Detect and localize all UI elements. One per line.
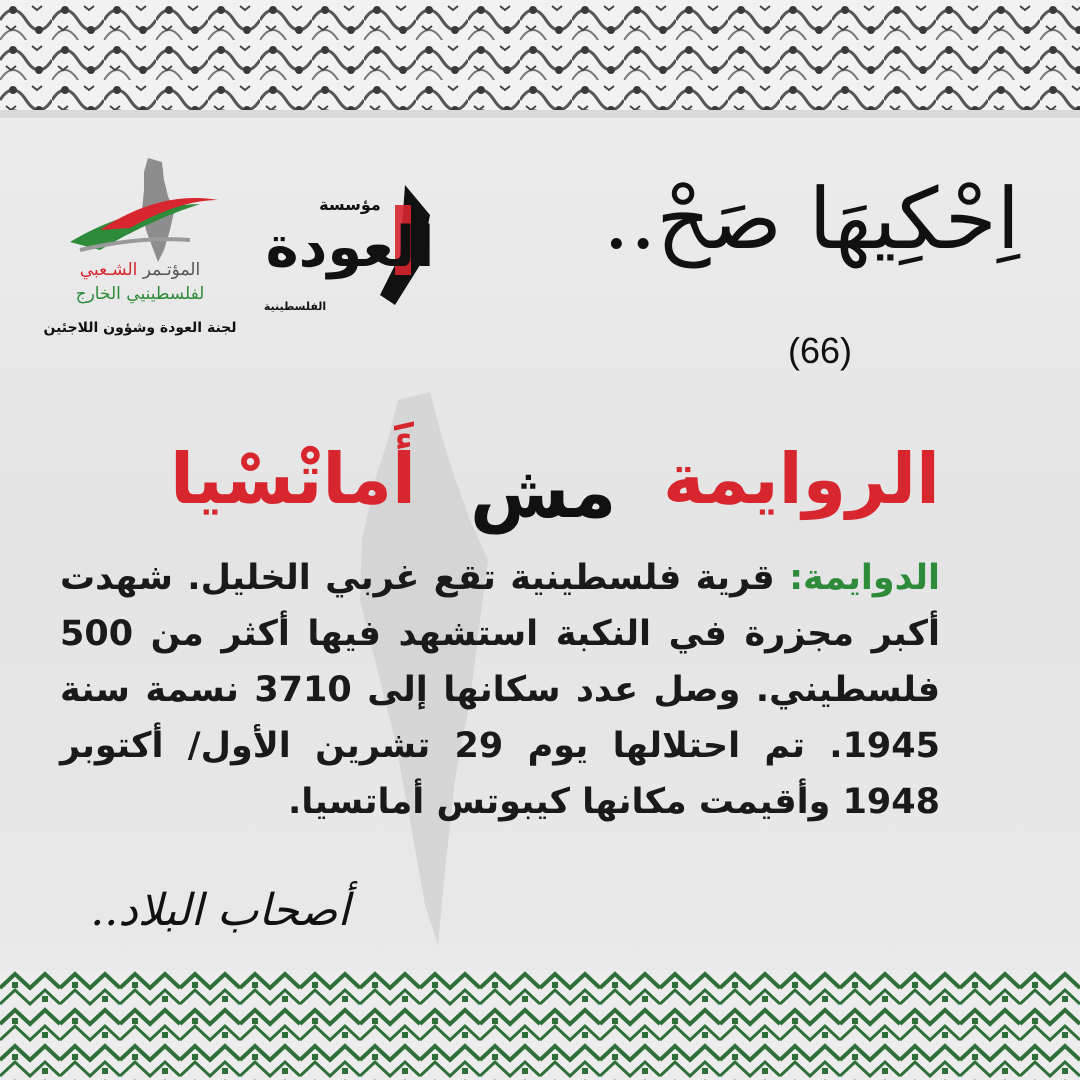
awda-logo-main: العودة bbox=[265, 215, 435, 280]
conference-logo bbox=[40, 150, 240, 350]
awda-logo bbox=[255, 175, 445, 325]
body-label: الدوايمة: bbox=[789, 558, 940, 598]
conference-line2: لفلسطينيي الخارج bbox=[75, 284, 205, 304]
awda-logo-top: مؤسسة bbox=[319, 195, 381, 214]
title-not: مش bbox=[470, 450, 617, 534]
conference-line1b: الشـعبي bbox=[79, 260, 138, 280]
episode-number: (66) bbox=[787, 330, 853, 371]
title-settlement-name: أَماتْسْيا bbox=[170, 438, 416, 520]
title-line bbox=[170, 420, 950, 540]
body-text: قرية فلسطينية تقع غربي الخليل. شهدت أكبر مجزرة في النكبة استشهد فيها أكثر من 500 فلسطيني. وصل عدد سكانها إلى 3710 نسمة سنة 1945. تم احتلالها يوم 29 تشرين الأول/ أكتوبر 1948 وأقيمت مكانها كيبوتس أماتسيا. bbox=[60, 558, 940, 822]
title-village-name: الروايمة bbox=[663, 438, 940, 520]
conference-line1a: المؤتـمر bbox=[142, 260, 201, 280]
conference-emblem-icon bbox=[40, 150, 240, 270]
signature: أصحاب البلاد.. bbox=[90, 885, 350, 936]
body-paragraph bbox=[60, 550, 940, 830]
conference-line3: لجنة العودة وشؤون اللاجئين bbox=[43, 320, 237, 336]
awda-logo-bottom: الفلسطينية bbox=[263, 300, 327, 313]
embroidery-pattern-bottom bbox=[0, 970, 1080, 1080]
slogan: اِحْكِيهَا صَحْ.. bbox=[603, 170, 1020, 268]
